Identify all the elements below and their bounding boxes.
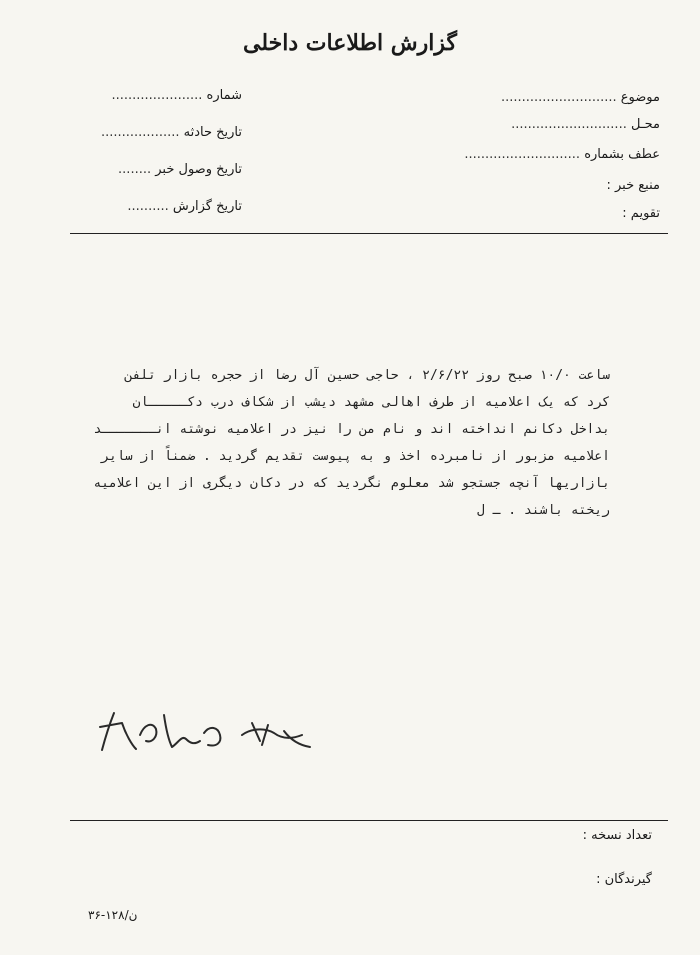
report-date-label: تاریخ گزارش (172, 199, 242, 214)
copies-label: تعداد نسخه : (582, 828, 652, 843)
place-dots: ............................ (511, 117, 627, 132)
body-line: اعلامیه مزبور از نامبرده اخذ و به پیوست تقدیم گردید . ضمناً از سایر (101, 449, 610, 464)
number-dots: ...................... (111, 88, 203, 103)
footer-divider (70, 820, 668, 821)
copies-field (583, 828, 652, 843)
news-received-date-label: تاریخ وصول خبر (155, 162, 242, 177)
place-field (511, 117, 660, 132)
report-date-dots: .......... (127, 199, 169, 214)
assessment-field (622, 206, 660, 221)
assessment-label: تقویم : (622, 206, 660, 221)
incident-date-dots: ................... (100, 125, 180, 140)
news-received-date-field (82, 162, 242, 177)
body-line: بداخل دکانم انداخته اند و نام من را نیز در اعلامیه نوشته انـــــــد (93, 422, 610, 437)
recipients-field (596, 872, 652, 887)
number-label: شماره (206, 88, 242, 103)
number-field (82, 88, 242, 103)
form-code: ن/۱۲۸-۳۶ (88, 908, 138, 922)
body-line: کرد که یک اعلامیه از طرف اهالی مشهد دیشب از شکاف درب دکـــــان (132, 395, 610, 410)
source-label: منبع خبر : (606, 178, 660, 193)
incident-date-field (82, 125, 242, 140)
subject-label: موضوع (620, 90, 660, 105)
subject-dots: ............................ (500, 90, 617, 105)
news-received-date-dots: ........ (118, 162, 152, 177)
body-line: بازاریها آنچه جستجو شد معلوم نگردید که در دکان دیگری از این اعلامیه (93, 476, 610, 491)
report-body (90, 362, 610, 524)
place-label: محـل (630, 117, 660, 132)
source-field (606, 178, 660, 193)
body-line: ریخته باشند . ـ ل (476, 503, 610, 518)
body-line: ساعت ۱۰/۰ صبح روز ۲/۶/۲۲ ، حاجی حسین آل رضا از حجره بازار تلفن (124, 368, 610, 383)
header-divider (70, 233, 668, 234)
ref-number-label: عطف بشماره (584, 147, 660, 162)
handwritten-signature (92, 695, 322, 765)
subject-field (501, 90, 660, 105)
recipients-label: گیرندگان : (596, 872, 652, 887)
report-date-field (82, 199, 242, 214)
ref-number-field (464, 147, 660, 162)
page-title: گزارش اطلاعات داخلی (243, 30, 457, 56)
incident-date-label: تاریخ حادثه (183, 125, 242, 140)
ref-number-dots: ............................ (464, 147, 581, 162)
